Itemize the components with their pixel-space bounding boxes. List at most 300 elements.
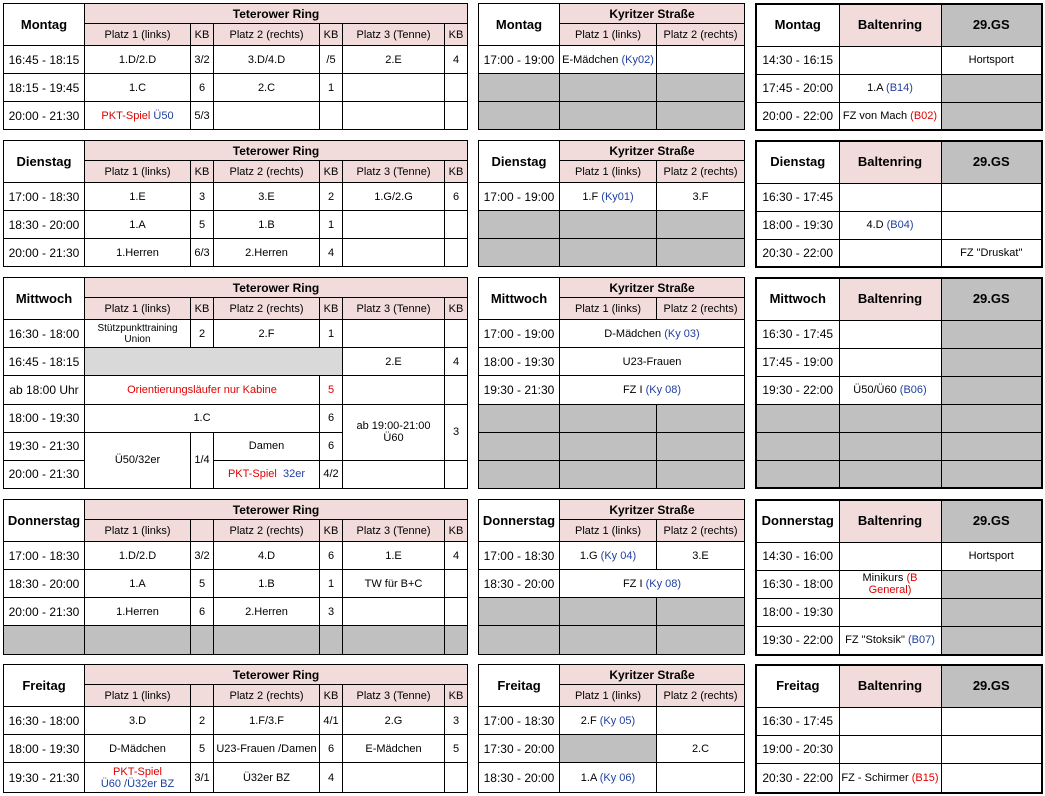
team-label: D-Mädchen [604,327,662,340]
cell: 1/4 [191,432,214,488]
montag-kyritz-table [478,3,745,130]
cell: 5 [191,735,214,763]
cell [343,239,445,267]
empty-cell [191,626,214,655]
location-title: 29.GS [941,4,1042,46]
cell [343,211,445,239]
col-header: Platz 3 (Tenne) [343,685,445,707]
cell [839,570,941,598]
time-cell: 17:00 - 19:00 [479,183,560,211]
empty-cell [756,432,839,460]
dienstag-teterow-table [3,140,468,267]
col-header: Platz 2 (rechts) [657,520,745,542]
cell: D-Mädchen [85,735,191,763]
time-cell: 14:30 - 16:00 [756,542,839,570]
location-title: Baltenring [839,500,941,542]
freitag-balten-table [755,664,1043,794]
team-label: 32er [283,468,306,481]
cell: 1 [320,570,343,598]
day-label: Montag [756,4,839,46]
team-label: FZ I [622,577,643,590]
cell [839,239,941,267]
time-cell: 16:30 - 17:45 [756,320,839,348]
code-label: (B14) [886,82,913,94]
day-label: Montag [479,4,560,46]
cell: 4 [445,542,468,570]
cell: 2.G [343,707,445,735]
col-header: KB [320,161,343,183]
time-cell: 16:30 - 17:45 [756,183,839,211]
line: Ü60 [383,432,404,445]
col-header: Platz 1 (links) [85,520,191,542]
col-header: Platz 2 (rechts) [214,520,320,542]
freitag-teterow-table [3,664,468,793]
cell: 6 [191,74,214,102]
col-header: KB [320,298,343,320]
cell [445,74,468,102]
location-title: 29.GS [941,665,1042,707]
time-cell: 20:00 - 21:30 [4,598,85,626]
location-title: Teterower Ring [85,141,468,161]
empty-cell [560,432,657,460]
location-title: Teterower Ring [85,500,468,520]
team-label: Ü50 [153,109,174,122]
location-title: 29.GS [941,278,1042,320]
empty-cell [941,404,1042,432]
dienstag-kyritz-table [478,140,745,267]
day-label: Mittwoch [4,278,85,320]
empty-cell [657,460,745,488]
location-title: Kyritzer Straße [560,278,745,298]
cell [839,46,941,74]
cell [839,102,941,130]
time-cell: 16:30 - 18:00 [4,707,85,735]
team-label: FZ I [622,384,643,396]
code-label: (Ky 08) [645,384,682,396]
cell: Ü32er BZ [214,763,320,793]
team-label: FZ von Mach [842,109,908,122]
cell: Orientierungsläufer nur Kabine [85,376,320,404]
col-header: KB [445,298,468,320]
empty-cell [657,626,745,655]
empty-cell [941,320,1042,348]
cell: 6 [320,404,343,432]
cell: 2.C [657,735,745,763]
day-label: Donnerstag [479,500,560,542]
mittwoch-balten-table [755,277,1043,489]
empty-cell [657,404,745,432]
time-cell: 17:00 - 18:30 [479,707,560,735]
empty-cell [479,432,560,460]
cell [657,763,745,793]
time-cell: 17:00 - 19:00 [479,46,560,74]
cell: 4/2 [320,460,343,488]
cell: 2.Herren [214,598,320,626]
cell [839,211,941,239]
location-title: Kyritzer Straße [560,4,745,24]
cell [941,735,1042,763]
col-header: Platz 1 (links) [85,24,191,46]
empty-cell [560,460,657,488]
cell [657,707,745,735]
cell: 3/1 [191,763,214,793]
cell [560,320,745,348]
cell: 2.E [343,46,445,74]
empty-cell [560,404,657,432]
cell [941,211,1042,239]
empty-cell [941,626,1042,655]
team-label: Ü60 /Ü32er BZ [100,777,175,790]
time-cell: 20:00 - 22:00 [756,102,839,130]
time-cell: 14:30 - 16:15 [756,46,839,74]
empty-cell [839,404,941,432]
cell: E-Mädchen [343,735,445,763]
cell: 3.E [214,183,320,211]
time-cell: 18:30 - 20:00 [479,570,560,598]
cell [85,102,191,130]
cell: 1.C [85,74,191,102]
cell: TW für B+C [343,570,445,598]
cell [445,102,468,130]
team-label: FZ - Schirmer [841,771,909,784]
cell: 4 [445,46,468,74]
cell [941,183,1042,211]
pkt-label: PKT-Spiel [101,109,151,122]
cell [343,74,445,102]
donnerstag-kyritz-table [478,499,745,655]
empty-cell [445,626,468,655]
day-label: Freitag [4,665,85,707]
cell: 4/1 [320,707,343,735]
cell: 1.D/2.D [85,542,191,570]
col-header: Platz 2 (rechts) [657,161,745,183]
day-label: Donnerstag [756,500,839,542]
col-header: KB [445,24,468,46]
cell [560,46,657,74]
cell [320,102,343,130]
cell [343,320,445,348]
col-header: Platz 3 (Tenne) [343,161,445,183]
empty-cell [560,626,657,655]
empty-cell [4,626,85,655]
col-header: Platz 2 (rechts) [657,24,745,46]
empty-cell [756,404,839,432]
empty-cell [479,598,560,626]
team-label: 1.F [582,190,599,203]
time-cell: 20:00 - 21:30 [4,102,85,130]
time-cell: 18:00 - 19:30 [756,211,839,239]
cell [214,102,320,130]
cell: 1.B [214,570,320,598]
empty-cell [479,239,560,267]
code-label: (B06) [899,384,927,396]
cell: 1.C [85,404,320,432]
time-cell: 18:00 - 19:30 [4,404,85,432]
empty-cell [85,626,191,655]
empty-cell [941,460,1042,488]
location-title: Baltenring [839,665,941,707]
pkt-label: PKT-Spiel [113,765,162,778]
cell: 5 [191,570,214,598]
col-header: Platz 1 (links) [560,298,657,320]
location-title: Kyritzer Straße [560,500,745,520]
mittwoch-teterow-table [3,277,468,489]
empty-cell [941,598,1042,626]
col-header: Platz 1 (links) [560,685,657,707]
time-cell: 20:00 - 21:30 [4,460,85,488]
col-header: Platz 2 (rechts) [214,685,320,707]
empty-cell [560,239,657,267]
code-label: (Ky 08) [645,577,682,590]
cell: 1.D/2.D [85,46,191,74]
cell [839,542,941,570]
cell: U23-Frauen [560,348,745,376]
cell [343,376,445,404]
cell [839,348,941,376]
code-label: (B15) [911,771,939,784]
cell [839,707,941,735]
team-label: E-Mädchen [562,53,619,66]
time-cell: 17:00 - 18:30 [4,542,85,570]
day-label: Freitag [756,665,839,707]
col-header: KB [445,685,468,707]
time-cell: 17:00 - 18:30 [4,183,85,211]
freitag-kyritz-table [478,664,745,793]
empty-cell [560,74,657,102]
cell: 2 [191,707,214,735]
pkt-label: PKT-Spiel [227,468,277,481]
empty-cell [479,404,560,432]
empty-cell [657,598,745,626]
empty-cell [657,211,745,239]
col-header: KB [445,520,468,542]
cell: 5 [191,211,214,239]
empty-cell [479,74,560,102]
col-header: KB [320,24,343,46]
code-label: (Ky 04) [600,549,637,562]
cell [657,46,745,74]
cell: 1 [320,74,343,102]
day-label: Dienstag [756,141,839,183]
cell: 3 [320,598,343,626]
cell: 5/3 [191,102,214,130]
cell [560,707,657,735]
montag-balten-table [755,3,1043,131]
cell: 3/2 [191,46,214,74]
col-header: KB [320,685,343,707]
empty-cell [756,460,839,488]
time-cell: 16:30 - 18:00 [756,570,839,598]
cell: 1.A [85,211,191,239]
cell: 1.Herren [85,239,191,267]
code-label: (B07) [907,634,935,647]
col-header: KB [191,24,214,46]
time-cell: 19:00 - 20:30 [756,735,839,763]
team-label: 1.G [579,549,598,562]
time-cell: 18:30 - 20:00 [4,570,85,598]
day-label: Dienstag [479,141,560,183]
empty-cell [560,735,657,763]
time-cell: 18:00 - 19:30 [4,735,85,763]
time-cell: 20:00 - 21:30 [4,239,85,267]
cell: 2.Herren [214,239,320,267]
empty-cell [560,211,657,239]
col-header: Platz 1 (links) [85,161,191,183]
col-header: Platz 2 (rechts) [657,685,745,707]
time-cell: 18:00 - 19:30 [479,348,560,376]
col-header: Platz 2 (rechts) [214,24,320,46]
time-cell: 16:30 - 17:45 [756,707,839,735]
cell: 1.B [214,211,320,239]
time-cell: 17:00 - 18:30 [479,542,560,570]
line: Stützpunkttraining [97,322,178,334]
code-label: (B02) [910,109,938,122]
cell [839,183,941,211]
empty-cell [479,626,560,655]
cell [839,735,941,763]
cell [85,320,191,348]
time-cell: 19:30 - 22:00 [756,376,839,404]
cell [445,598,468,626]
location-title: Teterower Ring [85,665,468,685]
cell: 1.G/2.G [343,183,445,211]
empty-cell [343,626,445,655]
empty-cell [657,102,745,130]
cell [941,707,1042,735]
dienstag-balten-table [755,140,1043,268]
time-cell: 19:30 - 21:30 [4,432,85,460]
empty-cell [479,102,560,130]
cell: /5 [320,46,343,74]
location-title: Teterower Ring [85,4,468,24]
col-header: Platz 1 (links) [560,161,657,183]
col-header: KB [191,298,214,320]
code-label: (Ky 05) [599,714,636,727]
location-title: Teterower Ring [85,278,468,298]
empty-cell [941,348,1042,376]
cell [839,626,941,655]
cell [560,542,657,570]
time-cell: 16:45 - 18:15 [4,348,85,376]
time-cell: 16:45 - 18:15 [4,46,85,74]
team-label: 1.A [867,82,883,94]
cell: FZ "Druskat" [941,239,1042,267]
cell: 1 [320,211,343,239]
cell: 6 [445,183,468,211]
time-cell: 18:30 - 20:00 [479,763,560,793]
location-title: Baltenring [839,141,941,183]
montag-teterow-table [3,3,468,130]
code-label: (B04) [886,219,914,231]
cell: 1.F/3.F [214,707,320,735]
empty-cell [479,211,560,239]
cell [560,763,657,793]
cell: 1.A [85,570,191,598]
empty-cell [85,348,343,376]
time-cell: ab 18:00 Uhr [4,376,85,404]
day-label: Freitag [479,665,560,707]
cell [343,460,445,488]
cell: 6 [320,735,343,763]
cell [560,183,657,211]
cell: 3.D [85,707,191,735]
time-cell: 17:00 - 19:00 [479,320,560,348]
cell: 3 [191,183,214,211]
cell: 6 [320,542,343,570]
cell: 2 [191,320,214,348]
code-label: (Ky 06) [599,771,636,784]
location-title: Kyritzer Straße [560,141,745,161]
cell: 2.C [214,74,320,102]
cell: 5 [320,376,343,404]
cell: 3.E [657,542,745,570]
col-header: Platz 1 (links) [560,24,657,46]
cell [445,460,468,488]
code-label: (B General) [868,572,918,596]
mittwoch-kyritz-table [478,277,745,489]
cell [445,376,468,404]
cell [839,598,941,626]
col-header [191,520,214,542]
empty-cell [479,460,560,488]
cell [839,74,941,102]
cell [445,320,468,348]
cell [343,102,445,130]
col-header: Platz 3 (Tenne) [343,298,445,320]
cell: 4 [320,763,343,793]
line: Union [124,333,151,345]
col-header: Platz 3 (Tenne) [343,520,445,542]
team-label: Ü50/Ü60 [853,384,897,396]
empty-cell [657,432,745,460]
empty-cell [941,570,1042,598]
cell: 6 [320,432,343,460]
cell: 6/3 [191,239,214,267]
location-title: 29.GS [941,500,1042,542]
cell [85,763,191,793]
col-header: KB [320,520,343,542]
time-cell: 19:30 - 22:00 [756,626,839,655]
team-label: FZ "Stoksik" [845,634,905,647]
col-header: Platz 3 (Tenne) [343,24,445,46]
time-cell: 17:30 - 20:00 [479,735,560,763]
day-label: Mittwoch [756,278,839,320]
time-cell: 20:30 - 22:00 [756,239,839,267]
cell: 3.F [657,183,745,211]
cell: 2.E [343,348,445,376]
cell [839,320,941,348]
empty-cell [941,102,1042,130]
cell: 2.F [214,320,320,348]
empty-cell [941,74,1042,102]
cell [343,404,445,460]
cell: 1.Herren [85,598,191,626]
col-header: Platz 2 (rechts) [657,298,745,320]
cell [445,211,468,239]
location-title: Baltenring [839,4,941,46]
cell: 3 [445,404,468,460]
col-header [191,685,214,707]
cell [839,376,941,404]
team-label: Minikurs [862,572,904,584]
cell [343,763,445,793]
time-cell: 17:45 - 20:00 [756,74,839,102]
cell [445,239,468,267]
donnerstag-teterow-table [3,499,468,655]
cell [445,570,468,598]
empty-cell [657,74,745,102]
time-cell: 19:30 - 21:30 [4,763,85,793]
